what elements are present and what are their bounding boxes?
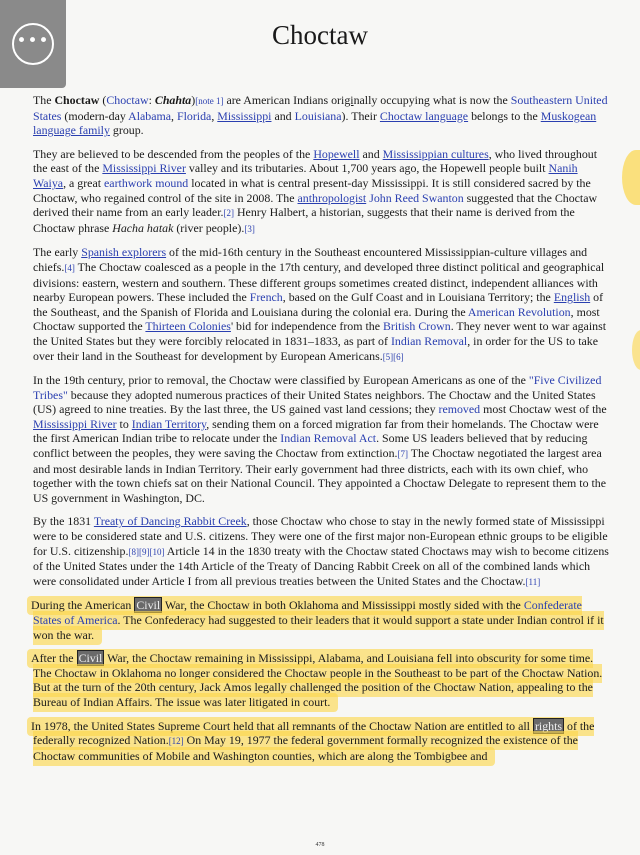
wiki-link[interactable]: French xyxy=(249,290,283,305)
highlighted-text xyxy=(27,649,602,712)
wiki-link[interactable]: Spanish explorers xyxy=(81,245,167,260)
text-run: of the Southeast, and the Spanish of Florida and Louisiana during the colonial era. During the xyxy=(33,290,604,319)
text-run: (river people). xyxy=(173,220,245,235)
text-run: (modern-day xyxy=(61,108,129,123)
text-run: On May 19, 1977 the federal government formally recognized the existence of the Choctaw communities of Mobile and Washington counties, which are along the Tombigbee and xyxy=(33,733,578,763)
text-run: War, the Choctaw remaining in Mississippi, Alabama, and Louisiana fell into obscurity for some time. The Choctaw in Oklahoma no longer considered the Choctaw people in the Southeast to be part of the Choctaw Nation. But at the turn of the 20th century, Jack Amos legally challenged the position of the Choctaw Nation, appealing to the Bureau of Indian Affairs. The issue was later litigated in court. xyxy=(33,651,603,709)
paragraph-colonial xyxy=(33,245,613,364)
paragraph-civil-war xyxy=(33,598,613,642)
paragraph-intro xyxy=(33,93,613,138)
selected-word: Civil xyxy=(136,598,161,613)
underlined-text: gi xyxy=(344,93,354,107)
wiki-link[interactable]: John Reed Swanton xyxy=(369,190,464,205)
wiki-link[interactable]: Hopewell xyxy=(313,146,360,161)
paragraph-19th-century xyxy=(33,373,613,505)
wiki-link[interactable]: Nanih Waiya xyxy=(33,161,578,190)
text-run: ) xyxy=(191,93,196,107)
text-run: The early xyxy=(33,245,82,260)
article-body xyxy=(33,93,613,772)
text-run: belongs to the xyxy=(468,108,541,123)
text-run: of the federally recognized Nation. xyxy=(33,718,595,748)
text-run: , most Choctaw supported the xyxy=(33,304,600,334)
citation-link[interactable]: [7] xyxy=(397,449,409,460)
wiki-link[interactable]: Indian Territory xyxy=(131,416,207,431)
citation-link[interactable]: [11] xyxy=(525,576,541,587)
page-number: 478 xyxy=(315,842,325,848)
wiki-link[interactable]: Choctaw xyxy=(106,93,149,107)
text-run: The Choctaw coalesced as a people in the 17th century, and developed three distinct political and geographical divisions: eastern, western and southern. These different groups sometimes created distinct, independent alliances with nearby European powers. These included the xyxy=(33,259,605,305)
text-run: ( xyxy=(99,93,107,107)
wiki-link[interactable]: Mississippian cultures xyxy=(382,146,489,161)
text-run: . Some US leaders believed that by reducing conflict between the peoples, they were saving the Choctaw from extinction. xyxy=(33,431,588,461)
wiki-link[interactable]: Mississippi River xyxy=(102,161,186,176)
wiki-link[interactable]: Alabama xyxy=(128,108,172,123)
highlighted-text xyxy=(27,717,594,766)
more-horizontal-icon: ••• xyxy=(12,23,54,65)
text-run: During the American xyxy=(31,598,135,613)
text-run: and xyxy=(359,146,383,161)
citation-link[interactable]: [12] xyxy=(168,736,184,747)
wiki-link[interactable]: Confederate States of America xyxy=(33,598,582,627)
wiki-link[interactable]: English xyxy=(553,290,591,305)
selected-word: rights xyxy=(534,718,563,733)
text-run: nally occupying what is now the xyxy=(353,93,511,107)
wiki-link[interactable]: American Revolution xyxy=(467,304,571,319)
text-run: ' bid for independence from the xyxy=(230,319,383,334)
wiki-link[interactable]: Mississippi River xyxy=(33,416,117,431)
text-run: , those Choctaw who chose to stay in the newly formed state of Mississippi were to be considered state and U.S. citizens. They were one of the first major non-European ethnic groups to be eligible for U.S. citizenship. xyxy=(33,514,608,558)
bold-italic-text: Chahta xyxy=(154,93,192,107)
wiki-link[interactable]: anthropologist xyxy=(297,190,367,205)
text-run: located in what is central present-day Mississippi. It is still considered sacred by the Choctaw, who regained control of the site in 2008. The xyxy=(33,175,591,205)
wiki-link[interactable]: Southeastern United States xyxy=(33,93,608,123)
text-run: , in order for the US to take over their land in the Southeast for development by European Americans. xyxy=(33,333,598,363)
text-run: group. xyxy=(109,123,144,138)
text-run: In the 19th century, prior to removal, the Choctaw were classified by European Americans as one of the xyxy=(33,373,529,388)
citation-link[interactable]: [8][9][10] xyxy=(128,546,165,557)
text-run: are American Indians ori xyxy=(223,93,345,107)
text-run: War, the Choctaw in both Oklahoma and Mississippi mostly sided with the xyxy=(162,598,524,613)
highlighter-mark xyxy=(632,330,640,370)
text-run: and xyxy=(271,108,295,123)
text-run: By the 1831 xyxy=(33,514,94,529)
wiki-link[interactable]: Indian Removal xyxy=(390,333,468,348)
text-run: valley and its tributaries. About 1,700 years ago, the Hopewell people built xyxy=(185,161,549,176)
text-run: , a great xyxy=(63,175,105,190)
text-run: Henry Halbert, a historian, suggests that their name is derived from the Choctaw phrase xyxy=(33,205,575,235)
text-run: most Choctaw west of the xyxy=(480,402,607,417)
text-run: ). Their xyxy=(341,108,380,123)
paragraph-treaty xyxy=(33,514,613,589)
text-run: After the xyxy=(31,651,77,666)
text-run: . The Confederacy had suggested to their leaders that it would support a state under Indian control if it won the war. xyxy=(33,613,604,642)
selected-word: Civil xyxy=(78,651,103,666)
text-run: , based on the Gulf Coast and in Louisiana Territory; the xyxy=(282,290,554,305)
text-run: because they adopted numerous practices of their United States neighbors. The Choctaw and the United States (US) agreed to nine treaties. By the last three, the US gained vast land cessions; they xyxy=(33,387,596,417)
citation-link[interactable]: [5][6] xyxy=(382,351,404,362)
text-run: of the mid-16th century in the Southeast encountered Mississippian-culture villages and chiefs. xyxy=(33,245,588,274)
text-run: , xyxy=(171,108,177,123)
wiki-link[interactable]: Mississippi xyxy=(217,108,272,123)
text-run: . They never went to war against the United States but they were forcibly relocated in 1831–1833, as part of xyxy=(33,319,607,348)
citation-link[interactable]: [2] xyxy=(223,208,234,219)
text-run: suggested that the Choctaw derived their name from an early leader. xyxy=(33,190,598,220)
text-run: The Choctaw negotiated the largest area and most desirable lands in Indian Territory. Their early government had three districts, each with its own chief, who together with the town chiefs sat on their National Council. They appointed a Choctaw Delegate to represent them to the US government in Washington, DC. xyxy=(33,446,607,505)
wiki-link[interactable]: Thirteen Colonies xyxy=(145,319,231,334)
text-run: They are believed to be descended from the peoples of the xyxy=(33,146,314,161)
citation-link[interactable]: [4] xyxy=(64,262,75,273)
paragraph-origins xyxy=(33,147,613,237)
highlighter-mark xyxy=(622,150,640,205)
wiki-link[interactable]: British Crown xyxy=(382,319,451,334)
wiki-link[interactable]: Choctaw language xyxy=(379,108,469,123)
paragraph-1978 xyxy=(33,719,613,764)
wiki-link[interactable]: Muskogean language family xyxy=(33,108,597,138)
text-run: The xyxy=(33,93,55,107)
citation-link[interactable]: [note 1] xyxy=(195,96,224,106)
page-title: Choctaw xyxy=(272,20,368,50)
wiki-link[interactable]: "Five Civilized Tribes" xyxy=(33,373,602,402)
wiki-link[interactable]: Treaty of Dancing Rabbit Creek xyxy=(93,514,247,529)
wiki-link[interactable]: Indian Removal Act xyxy=(280,431,377,446)
text-run: , who lived throughout the east of the xyxy=(33,146,598,176)
citation-link[interactable]: [3] xyxy=(244,223,255,234)
wiki-link[interactable]: Florida xyxy=(176,108,212,123)
text-run: Article 14 in the 1830 treaty with the Choctaw stated Choctaws may wish to become citizens of the United States under the 14th Article of the Treaty of Dancing Rabbit Creek on all of the combined lands which were consolidated under Article I from all previous treaties between the United States and the Choctaw. xyxy=(33,543,609,588)
bold-text: Choctaw xyxy=(54,93,100,107)
paragraph-after-civil-war xyxy=(33,651,613,709)
text-run: , xyxy=(211,108,218,123)
text-run: , sending them on a forced migration far from their homelands. The Choctaw were the first American Indian tribe to relocate under the xyxy=(33,416,599,446)
wiki-link[interactable]: Louisiana xyxy=(294,108,342,123)
italic-text: Hacha hatak xyxy=(112,220,174,235)
text-run: : xyxy=(148,93,155,107)
highlighted-text xyxy=(27,596,604,644)
wiki-link[interactable]: earthwork mound xyxy=(104,175,189,190)
text-run: to xyxy=(116,416,132,431)
text-run: In 1978, the United States Supreme Court held that all remnants of the Choctaw Nation are entitled to all xyxy=(31,718,533,733)
wiki-link[interactable]: removed xyxy=(438,402,481,417)
